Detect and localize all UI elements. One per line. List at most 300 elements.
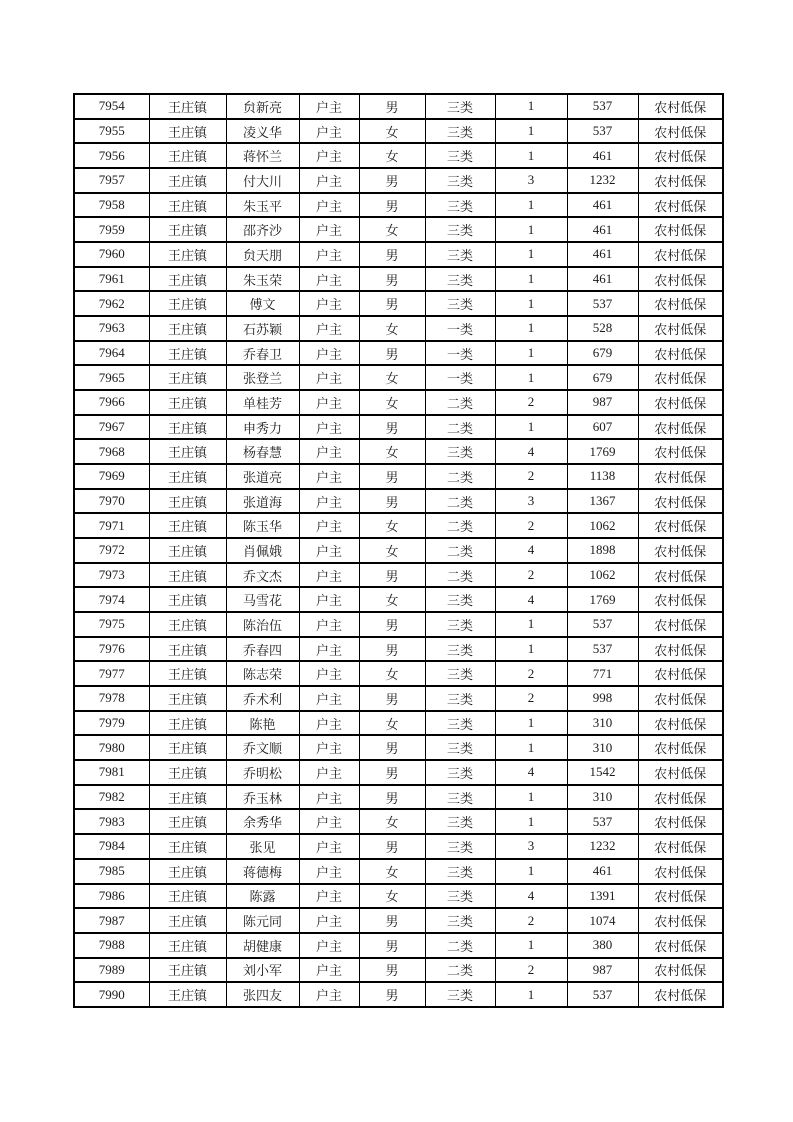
cell-type: 农村低保 (638, 94, 723, 119)
table-row (74, 291, 723, 316)
table-row (74, 587, 723, 612)
cell-gender: 男 (359, 908, 425, 933)
cell-relation: 户主 (299, 735, 359, 760)
cell-relation: 户主 (299, 464, 359, 489)
cell-amount: 310 (567, 711, 638, 736)
cell-gender: 女 (359, 316, 425, 341)
cell-town: 王庄镇 (149, 94, 226, 119)
cell-name: 张道海 (226, 489, 299, 514)
cell-town: 王庄镇 (149, 538, 226, 563)
cell-gender: 男 (359, 958, 425, 983)
cell-gender: 男 (359, 637, 425, 662)
cell-town: 王庄镇 (149, 958, 226, 983)
cell-gender: 女 (359, 119, 425, 144)
cell-serial: 7976 (74, 637, 149, 662)
cell-relation: 户主 (299, 587, 359, 612)
cell-serial: 7988 (74, 933, 149, 958)
cell-name: 陈露 (226, 884, 299, 909)
table-row (74, 933, 723, 958)
cell-count: 1 (495, 982, 567, 1007)
cell-name: 张见 (226, 834, 299, 859)
cell-gender: 女 (359, 513, 425, 538)
cell-count: 1 (495, 785, 567, 810)
cell-town: 王庄镇 (149, 464, 226, 489)
cell-town: 王庄镇 (149, 785, 226, 810)
cell-gender: 男 (359, 686, 425, 711)
cell-count: 2 (495, 563, 567, 588)
cell-town: 王庄镇 (149, 760, 226, 785)
cell-count: 1 (495, 415, 567, 440)
cell-amount: 1232 (567, 834, 638, 859)
cell-gender: 男 (359, 193, 425, 218)
cell-serial: 7962 (74, 291, 149, 316)
cell-relation: 户主 (299, 563, 359, 588)
cell-serial: 7981 (74, 760, 149, 785)
cell-gender: 男 (359, 242, 425, 267)
cell-amount: 537 (567, 94, 638, 119)
cell-town: 王庄镇 (149, 291, 226, 316)
cell-town: 王庄镇 (149, 884, 226, 909)
cell-gender: 女 (359, 587, 425, 612)
cell-town: 王庄镇 (149, 908, 226, 933)
cell-type: 农村低保 (638, 612, 723, 637)
cell-count: 1 (495, 809, 567, 834)
cell-serial: 7977 (74, 661, 149, 686)
cell-category: 二类 (425, 958, 495, 983)
cell-count: 4 (495, 439, 567, 464)
cell-town: 王庄镇 (149, 587, 226, 612)
cell-relation: 户主 (299, 982, 359, 1007)
cell-serial: 7971 (74, 513, 149, 538)
cell-count: 1 (495, 242, 567, 267)
cell-type: 农村低保 (638, 859, 723, 884)
cell-relation: 户主 (299, 686, 359, 711)
cell-name: 单桂芳 (226, 390, 299, 415)
cell-type: 农村低保 (638, 587, 723, 612)
cell-count: 2 (495, 908, 567, 933)
table-row (74, 834, 723, 859)
cell-category: 三类 (425, 735, 495, 760)
cell-gender: 女 (359, 143, 425, 168)
cell-serial: 7989 (74, 958, 149, 983)
cell-relation: 户主 (299, 637, 359, 662)
cell-town: 王庄镇 (149, 809, 226, 834)
cell-type: 农村低保 (638, 390, 723, 415)
cell-count: 2 (495, 513, 567, 538)
cell-name: 贠天朋 (226, 242, 299, 267)
cell-type: 农村低保 (638, 982, 723, 1007)
cell-count: 2 (495, 661, 567, 686)
cell-relation: 户主 (299, 958, 359, 983)
cell-count: 1 (495, 735, 567, 760)
cell-count: 1 (495, 291, 567, 316)
table-row (74, 365, 723, 390)
cell-type: 农村低保 (638, 908, 723, 933)
cell-amount: 1769 (567, 439, 638, 464)
cell-amount: 987 (567, 958, 638, 983)
cell-type: 农村低保 (638, 143, 723, 168)
cell-town: 王庄镇 (149, 439, 226, 464)
cell-count: 2 (495, 686, 567, 711)
table-row (74, 217, 723, 242)
cell-name: 石苏颖 (226, 316, 299, 341)
table-row (74, 612, 723, 637)
cell-town: 王庄镇 (149, 933, 226, 958)
cell-type: 农村低保 (638, 119, 723, 144)
cell-serial: 7955 (74, 119, 149, 144)
cell-amount: 1062 (567, 513, 638, 538)
cell-count: 1 (495, 637, 567, 662)
cell-type: 农村低保 (638, 958, 723, 983)
table-row (74, 513, 723, 538)
table-row (74, 464, 723, 489)
cell-category: 三类 (425, 982, 495, 1007)
cell-relation: 户主 (299, 316, 359, 341)
cell-type: 农村低保 (638, 711, 723, 736)
cell-serial: 7982 (74, 785, 149, 810)
cell-town: 王庄镇 (149, 168, 226, 193)
table-row (74, 982, 723, 1007)
cell-amount: 607 (567, 415, 638, 440)
cell-relation: 户主 (299, 143, 359, 168)
cell-serial: 7980 (74, 735, 149, 760)
cell-type: 农村低保 (638, 242, 723, 267)
cell-name: 张登兰 (226, 365, 299, 390)
table-row (74, 760, 723, 785)
cell-town: 王庄镇 (149, 365, 226, 390)
cell-name: 傅文 (226, 291, 299, 316)
cell-town: 王庄镇 (149, 119, 226, 144)
cell-count: 1 (495, 859, 567, 884)
cell-amount: 987 (567, 390, 638, 415)
cell-count: 1 (495, 119, 567, 144)
cell-serial: 7960 (74, 242, 149, 267)
cell-type: 农村低保 (638, 760, 723, 785)
table-row (74, 193, 723, 218)
cell-gender: 女 (359, 711, 425, 736)
cell-serial: 7956 (74, 143, 149, 168)
cell-relation: 户主 (299, 612, 359, 637)
cell-serial: 7967 (74, 415, 149, 440)
cell-type: 农村低保 (638, 267, 723, 292)
cell-serial: 7970 (74, 489, 149, 514)
cell-relation: 户主 (299, 390, 359, 415)
table-row (74, 415, 723, 440)
cell-relation: 户主 (299, 809, 359, 834)
cell-gender: 女 (359, 365, 425, 390)
cell-serial: 7984 (74, 834, 149, 859)
cell-category: 三类 (425, 859, 495, 884)
cell-count: 1 (495, 217, 567, 242)
cell-gender: 女 (359, 809, 425, 834)
cell-amount: 1062 (567, 563, 638, 588)
cell-gender: 男 (359, 612, 425, 637)
cell-amount: 1769 (567, 587, 638, 612)
cell-serial: 7985 (74, 859, 149, 884)
table-row (74, 390, 723, 415)
cell-type: 农村低保 (638, 637, 723, 662)
cell-gender: 女 (359, 217, 425, 242)
cell-town: 王庄镇 (149, 661, 226, 686)
cell-amount: 461 (567, 267, 638, 292)
cell-amount: 537 (567, 119, 638, 144)
cell-serial: 7969 (74, 464, 149, 489)
cell-name: 蒋怀兰 (226, 143, 299, 168)
cell-name: 肖佩娥 (226, 538, 299, 563)
cell-name: 张道亮 (226, 464, 299, 489)
cell-category: 三类 (425, 439, 495, 464)
cell-serial: 7987 (74, 908, 149, 933)
cell-amount: 679 (567, 365, 638, 390)
cell-name: 余秀华 (226, 809, 299, 834)
cell-category: 三类 (425, 785, 495, 810)
cell-type: 农村低保 (638, 785, 723, 810)
cell-count: 4 (495, 587, 567, 612)
cell-serial: 7974 (74, 587, 149, 612)
cell-type: 农村低保 (638, 415, 723, 440)
cell-relation: 户主 (299, 439, 359, 464)
cell-amount: 771 (567, 661, 638, 686)
cell-count: 2 (495, 390, 567, 415)
table-row (74, 538, 723, 563)
cell-town: 王庄镇 (149, 711, 226, 736)
cell-town: 王庄镇 (149, 143, 226, 168)
cell-gender: 男 (359, 291, 425, 316)
cell-category: 二类 (425, 513, 495, 538)
cell-relation: 户主 (299, 242, 359, 267)
cell-town: 王庄镇 (149, 341, 226, 366)
cell-relation: 户主 (299, 785, 359, 810)
cell-serial: 7979 (74, 711, 149, 736)
cell-serial: 7961 (74, 267, 149, 292)
cell-count: 1 (495, 612, 567, 637)
cell-type: 农村低保 (638, 439, 723, 464)
table-row (74, 94, 723, 119)
cell-count: 4 (495, 538, 567, 563)
table-row (74, 711, 723, 736)
cell-town: 王庄镇 (149, 859, 226, 884)
cell-category: 三类 (425, 637, 495, 662)
cell-relation: 户主 (299, 168, 359, 193)
cell-amount: 537 (567, 612, 638, 637)
cell-count: 1 (495, 365, 567, 390)
table-body (74, 94, 723, 1007)
cell-count: 3 (495, 834, 567, 859)
cell-relation: 户主 (299, 489, 359, 514)
cell-amount: 1074 (567, 908, 638, 933)
cell-serial: 7975 (74, 612, 149, 637)
cell-count: 2 (495, 464, 567, 489)
cell-town: 王庄镇 (149, 686, 226, 711)
cell-town: 王庄镇 (149, 390, 226, 415)
cell-gender: 男 (359, 982, 425, 1007)
cell-town: 王庄镇 (149, 612, 226, 637)
cell-amount: 461 (567, 143, 638, 168)
cell-name: 乔春四 (226, 637, 299, 662)
cell-name: 陈元同 (226, 908, 299, 933)
table-row (74, 735, 723, 760)
cell-type: 农村低保 (638, 365, 723, 390)
table-row (74, 809, 723, 834)
cell-amount: 537 (567, 982, 638, 1007)
table-row (74, 242, 723, 267)
cell-amount: 461 (567, 193, 638, 218)
cell-relation: 户主 (299, 365, 359, 390)
cell-amount: 380 (567, 933, 638, 958)
cell-serial: 7963 (74, 316, 149, 341)
table-row (74, 489, 723, 514)
cell-type: 农村低保 (638, 316, 723, 341)
cell-town: 王庄镇 (149, 316, 226, 341)
cell-type: 农村低保 (638, 884, 723, 909)
cell-category: 一类 (425, 341, 495, 366)
cell-serial: 7973 (74, 563, 149, 588)
cell-amount: 461 (567, 217, 638, 242)
table-row (74, 143, 723, 168)
cell-category: 二类 (425, 563, 495, 588)
cell-serial: 7954 (74, 94, 149, 119)
cell-category: 三类 (425, 193, 495, 218)
table-row (74, 563, 723, 588)
table-row (74, 119, 723, 144)
cell-category: 三类 (425, 760, 495, 785)
cell-serial: 7968 (74, 439, 149, 464)
cell-category: 三类 (425, 686, 495, 711)
cell-type: 农村低保 (638, 291, 723, 316)
cell-relation: 户主 (299, 884, 359, 909)
cell-type: 农村低保 (638, 217, 723, 242)
cell-serial: 7986 (74, 884, 149, 909)
cell-name: 蒋德梅 (226, 859, 299, 884)
cell-name: 陈治伍 (226, 612, 299, 637)
cell-type: 农村低保 (638, 933, 723, 958)
table-row (74, 341, 723, 366)
cell-category: 二类 (425, 538, 495, 563)
cell-gender: 女 (359, 859, 425, 884)
cell-name: 乔玉林 (226, 785, 299, 810)
cell-type: 农村低保 (638, 686, 723, 711)
cell-gender: 男 (359, 563, 425, 588)
cell-category: 三类 (425, 884, 495, 909)
cell-name: 邵齐沙 (226, 217, 299, 242)
cell-type: 农村低保 (638, 538, 723, 563)
cell-category: 三类 (425, 711, 495, 736)
cell-relation: 户主 (299, 513, 359, 538)
cell-amount: 679 (567, 341, 638, 366)
cell-name: 陈艳 (226, 711, 299, 736)
cell-gender: 男 (359, 464, 425, 489)
cell-count: 4 (495, 760, 567, 785)
cell-amount: 998 (567, 686, 638, 711)
cell-type: 农村低保 (638, 834, 723, 859)
cell-gender: 女 (359, 884, 425, 909)
cell-name: 申秀力 (226, 415, 299, 440)
cell-gender: 男 (359, 168, 425, 193)
cell-type: 农村低保 (638, 513, 723, 538)
cell-category: 三类 (425, 242, 495, 267)
cell-relation: 户主 (299, 267, 359, 292)
cell-name: 凌义华 (226, 119, 299, 144)
cell-gender: 女 (359, 439, 425, 464)
benefits-table-container (73, 93, 722, 1008)
cell-count: 3 (495, 168, 567, 193)
cell-count: 3 (495, 489, 567, 514)
table-row (74, 168, 723, 193)
table-row (74, 686, 723, 711)
cell-town: 王庄镇 (149, 563, 226, 588)
table-row (74, 661, 723, 686)
cell-amount: 461 (567, 859, 638, 884)
cell-relation: 户主 (299, 538, 359, 563)
cell-category: 三类 (425, 94, 495, 119)
cell-gender: 男 (359, 267, 425, 292)
cell-count: 1 (495, 143, 567, 168)
cell-town: 王庄镇 (149, 242, 226, 267)
cell-category: 三类 (425, 119, 495, 144)
cell-gender: 男 (359, 341, 425, 366)
cell-gender: 男 (359, 933, 425, 958)
cell-name: 朱玉荣 (226, 267, 299, 292)
cell-category: 三类 (425, 661, 495, 686)
cell-category: 二类 (425, 464, 495, 489)
cell-amount: 1232 (567, 168, 638, 193)
cell-name: 陈志荣 (226, 661, 299, 686)
cell-amount: 528 (567, 316, 638, 341)
table-row (74, 785, 723, 810)
cell-town: 王庄镇 (149, 735, 226, 760)
table-row (74, 884, 723, 909)
cell-name: 胡健康 (226, 933, 299, 958)
cell-name: 乔术利 (226, 686, 299, 711)
cell-type: 农村低保 (638, 464, 723, 489)
cell-amount: 310 (567, 735, 638, 760)
benefits-table (73, 93, 724, 1008)
cell-name: 乔文杰 (226, 563, 299, 588)
cell-gender: 男 (359, 94, 425, 119)
cell-gender: 女 (359, 538, 425, 563)
cell-serial: 7972 (74, 538, 149, 563)
cell-town: 王庄镇 (149, 513, 226, 538)
cell-category: 三类 (425, 834, 495, 859)
cell-type: 农村低保 (638, 193, 723, 218)
cell-name: 朱玉平 (226, 193, 299, 218)
cell-serial: 7966 (74, 390, 149, 415)
cell-amount: 537 (567, 291, 638, 316)
cell-gender: 男 (359, 834, 425, 859)
cell-category: 三类 (425, 612, 495, 637)
cell-amount: 310 (567, 785, 638, 810)
cell-count: 1 (495, 267, 567, 292)
cell-type: 农村低保 (638, 489, 723, 514)
cell-town: 王庄镇 (149, 267, 226, 292)
cell-type: 农村低保 (638, 168, 723, 193)
cell-relation: 户主 (299, 94, 359, 119)
cell-gender: 男 (359, 489, 425, 514)
cell-count: 1 (495, 711, 567, 736)
cell-category: 二类 (425, 415, 495, 440)
cell-relation: 户主 (299, 661, 359, 686)
cell-relation: 户主 (299, 711, 359, 736)
cell-town: 王庄镇 (149, 834, 226, 859)
cell-serial: 7958 (74, 193, 149, 218)
cell-count: 1 (495, 193, 567, 218)
cell-serial: 7959 (74, 217, 149, 242)
cell-town: 王庄镇 (149, 193, 226, 218)
cell-name: 乔文顺 (226, 735, 299, 760)
cell-gender: 男 (359, 760, 425, 785)
cell-category: 二类 (425, 933, 495, 958)
cell-relation: 户主 (299, 415, 359, 440)
